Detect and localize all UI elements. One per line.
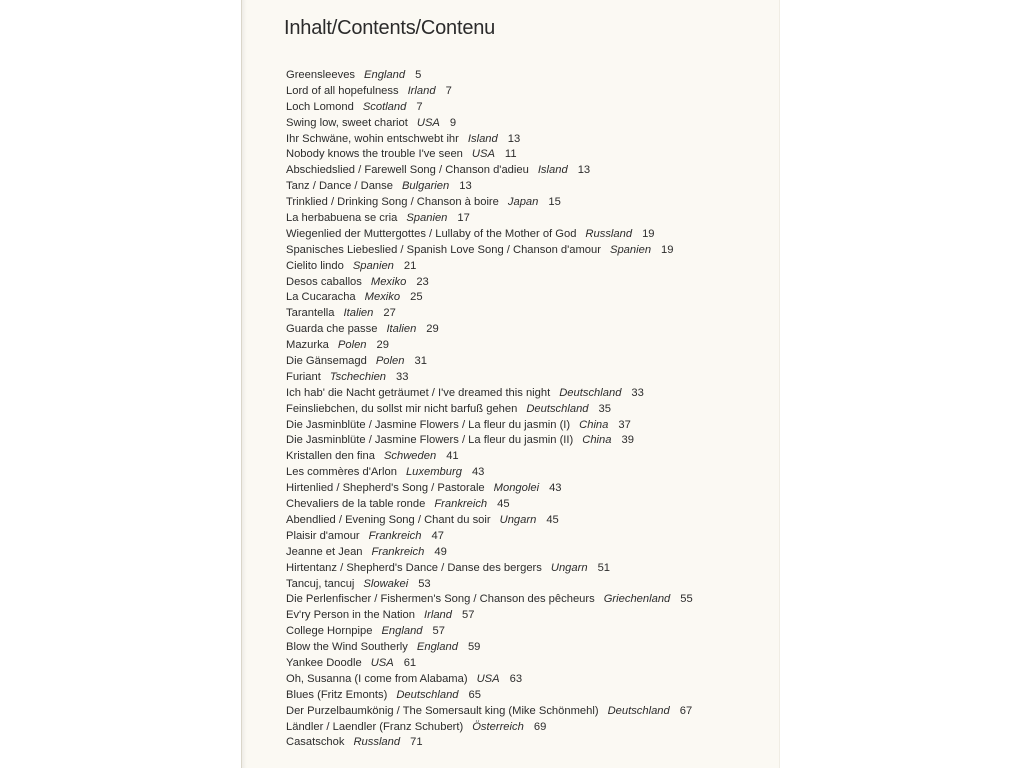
country-of-origin: China (582, 434, 612, 447)
song-title: Oh, Susanna (I come from Alabama) (286, 672, 468, 685)
toc-entry (286, 290, 766, 306)
country-of-origin: Polen (337, 339, 367, 352)
song-title: Hirtentanz / Shepherd's Dance / Danse des bergers (286, 561, 542, 574)
page-number: 45 (497, 498, 510, 511)
page-number: 55 (680, 593, 693, 606)
song-title: Desos caballos (286, 275, 362, 288)
country-of-origin: Japan (507, 196, 539, 209)
toc-entry (286, 132, 766, 148)
page-number: 33 (631, 386, 644, 399)
country-of-origin: England (416, 641, 458, 654)
toc-entry (286, 592, 766, 608)
toc-entry (286, 386, 766, 402)
toc-entry (286, 735, 766, 751)
country-of-origin: Deutschland (396, 688, 459, 701)
song-title: Greensleeves (286, 69, 356, 81)
toc-entry (286, 465, 766, 481)
page-number: 41 (446, 450, 459, 463)
country-of-origin: China (579, 418, 609, 431)
page-number: 29 (376, 339, 389, 352)
country-of-origin: Russland (353, 736, 401, 749)
song-title: Mazurka (286, 339, 329, 352)
country-of-origin: Mexiko (364, 291, 401, 304)
song-title: La herbabuena se cria (286, 212, 398, 225)
country-of-origin: Mongolei (493, 482, 540, 495)
toc-entry (286, 370, 766, 386)
country-of-origin: Island (467, 132, 498, 145)
toc-entry (286, 672, 766, 688)
country-of-origin: USA (476, 672, 500, 685)
song-title: Ländler / Laendler (Franz Schubert) (286, 720, 464, 733)
song-title: Ev'ry Person in the Nation (286, 609, 415, 622)
page-number: 31 (414, 355, 427, 368)
song-title: Die Jasminblüte / Jasmine Flowers / La fleur du jasmin (II) (286, 434, 574, 447)
country-of-origin: Italien (386, 323, 417, 336)
country-of-origin: Schweden (383, 450, 437, 463)
song-title: Die Gänsemagd (286, 355, 367, 368)
song-title: Tancuj, tancuj (286, 577, 355, 590)
country-of-origin: Spanien (352, 259, 394, 272)
page-number: 39 (621, 434, 634, 447)
page-number: 5 (415, 69, 422, 81)
toc-entry (286, 577, 766, 593)
country-of-origin: Frankreich (434, 498, 488, 511)
song-title: College Hornpipe (286, 625, 373, 638)
page-title: Inhalt/Contents/Contenu (284, 17, 496, 39)
country-of-origin: Irland (424, 609, 452, 622)
song-title: Tanz / Dance / Danse (286, 180, 393, 193)
toc-entry (286, 418, 766, 434)
country-of-origin: Mexiko (370, 275, 407, 288)
song-title: Trinklied / Drinking Song / Chanson à boire (286, 196, 499, 209)
toc-entry (286, 624, 766, 640)
page-number: 7 (445, 84, 452, 97)
song-title: Loch Lomond (286, 100, 354, 113)
toc-entry (286, 688, 766, 704)
page-number: 63 (509, 672, 523, 685)
toc-entry (286, 640, 766, 656)
page-number: 69 (533, 720, 547, 733)
song-title: Die Jasminblüte / Jasmine Flowers / La fleur du jasmin (I) (286, 418, 571, 431)
country-of-origin: England (364, 69, 406, 81)
song-title: Tarantella (286, 307, 335, 320)
song-title: Lord of all hopefulness (286, 84, 399, 97)
song-title: Cielito lindo (286, 259, 344, 272)
page-number: 23 (416, 275, 429, 288)
page-number: 51 (597, 561, 611, 574)
song-title: Blues (Fritz Emonts) (286, 688, 388, 701)
toc-entry (286, 720, 766, 736)
country-of-origin: Luxemburg (405, 466, 462, 479)
page-number: 19 (642, 227, 655, 240)
song-title: Plaisir d'amour (286, 529, 360, 542)
toc-entry (286, 84, 766, 100)
page-number: 13 (459, 180, 472, 193)
song-title: La Cucaracha (286, 291, 356, 304)
toc-entry (286, 433, 766, 449)
toc-entry (286, 561, 766, 577)
toc-entry (286, 704, 766, 720)
page-number: 17 (457, 212, 470, 225)
page-number: 59 (467, 641, 481, 654)
country-of-origin: Irland (407, 84, 436, 97)
page-number: 13 (577, 164, 591, 177)
country-of-origin: Deutschland (526, 402, 589, 415)
country-of-origin: Frankreich (368, 529, 422, 542)
song-title: Furiant (286, 370, 321, 383)
country-of-origin: Ungarn (499, 513, 537, 526)
page-number: 9 (449, 116, 457, 129)
page-number: 53 (418, 577, 431, 590)
page-edge-shadow (241, 0, 247, 768)
song-title: Ich hab' die Nacht geträumet / I've dreamed this night (286, 386, 551, 399)
country-of-origin: USA (370, 656, 394, 669)
toc-entry (286, 497, 766, 513)
country-of-origin: Ungarn (550, 561, 588, 574)
toc-entry (286, 211, 766, 227)
toc-entry (286, 100, 766, 116)
page-number: 37 (618, 418, 631, 431)
song-title: Spanisches Liebeslied / Spanish Love Song / Chanson d'amour (286, 243, 601, 256)
page-number: 67 (679, 704, 693, 717)
page-number: 57 (462, 609, 475, 622)
toc-entry (286, 402, 766, 418)
toc-entry (286, 306, 766, 322)
country-of-origin: Italien (343, 307, 374, 320)
song-title: Blow the Wind Southerly (286, 641, 408, 654)
country-of-origin: England (381, 625, 423, 638)
country-of-origin: USA (471, 148, 495, 161)
page-number: 35 (598, 402, 611, 415)
toc-entry (286, 513, 766, 529)
toc-entry (286, 354, 766, 370)
song-title: Les commères d'Arlon (286, 466, 397, 479)
country-of-origin: Frankreich (371, 545, 425, 558)
page-number: 57 (432, 625, 445, 638)
song-title: Chevaliers de la table ronde (286, 498, 426, 511)
page-number: 65 (468, 688, 481, 701)
page-number: 11 (504, 148, 517, 161)
country-of-origin: Island (537, 164, 568, 177)
toc-entry (286, 116, 766, 132)
toc-entry (286, 179, 766, 195)
toc-entry (286, 338, 766, 354)
song-title: Ihr Schwäne, wohin entschwebt ihr (286, 132, 459, 145)
page-number: 71 (410, 736, 423, 749)
page-number: 33 (396, 370, 409, 383)
toc-entry (286, 545, 766, 561)
page-number: 49 (434, 545, 447, 558)
page-number: 61 (403, 656, 417, 669)
page-number: 21 (403, 259, 417, 272)
song-title: Abendlied / Evening Song / Chant du soir (286, 513, 491, 526)
toc-entry (286, 481, 766, 497)
toc-entry (286, 322, 766, 338)
country-of-origin: Deutschland (607, 704, 670, 717)
table-of-contents (286, 68, 766, 751)
country-of-origin: Scotland (362, 100, 407, 113)
song-title: Yankee Doodle (286, 656, 362, 669)
country-of-origin: Bulgarien (401, 180, 450, 193)
country-of-origin: USA (416, 116, 440, 129)
country-of-origin: Russland (585, 227, 633, 240)
country-of-origin: Deutschland (559, 386, 622, 399)
page-number: 19 (661, 243, 674, 256)
toc-entry (286, 529, 766, 545)
page-number: 13 (507, 132, 521, 145)
song-title: Die Perlenfischer / Fishermen's Song / Chanson des pêcheurs (286, 593, 595, 606)
page-number: 15 (548, 196, 561, 209)
song-title: Swing low, sweet chariot (286, 116, 408, 129)
toc-entry (286, 147, 766, 163)
page-number: 43 (549, 482, 562, 495)
song-title: Feinsliebchen, du sollst mir nicht barfuß gehen (286, 402, 518, 415)
song-title: Jeanne et Jean (286, 545, 363, 558)
page-number: 47 (431, 529, 444, 542)
page-number: 7 (416, 100, 423, 113)
page-number: 45 (546, 513, 559, 526)
toc-entry (286, 68, 766, 84)
page-number: 43 (471, 466, 485, 479)
toc-entry (286, 243, 766, 259)
country-of-origin: Griechenland (603, 593, 671, 606)
song-title: Wiegenlied der Muttergottes / Lullaby of the Mother of God (286, 227, 577, 240)
song-title: Nobody knows the trouble I've seen (286, 148, 463, 161)
country-of-origin: Polen (375, 355, 405, 368)
country-of-origin: Österreich (472, 720, 524, 733)
toc-entry (286, 259, 766, 275)
toc-entry (286, 195, 766, 211)
song-title: Kristallen den fina (286, 450, 375, 463)
toc-entry (286, 163, 766, 179)
country-of-origin: Tschechien (329, 370, 387, 383)
song-title: Guarda che passe (286, 323, 378, 336)
page-number: 27 (383, 307, 396, 320)
toc-entry (286, 608, 766, 624)
country-of-origin: Spanien (609, 243, 652, 256)
song-title: Casatschok (286, 736, 345, 749)
toc-entry (286, 227, 766, 243)
toc-entry (286, 275, 766, 291)
page-number: 29 (426, 323, 439, 336)
song-title: Abschiedslied / Farewell Song / Chanson d'adieu (286, 164, 529, 177)
country-of-origin: Slowakei (363, 577, 409, 590)
song-title: Hirtenlied / Shepherd's Song / Pastorale (286, 482, 485, 495)
country-of-origin: Spanien (406, 212, 448, 225)
song-title: Der Purzelbaumkönig / The Somersault king (Mike Schönmehl) (286, 704, 599, 717)
toc-entry (286, 449, 766, 465)
toc-entry (286, 656, 766, 672)
page-number: 25 (410, 291, 423, 304)
